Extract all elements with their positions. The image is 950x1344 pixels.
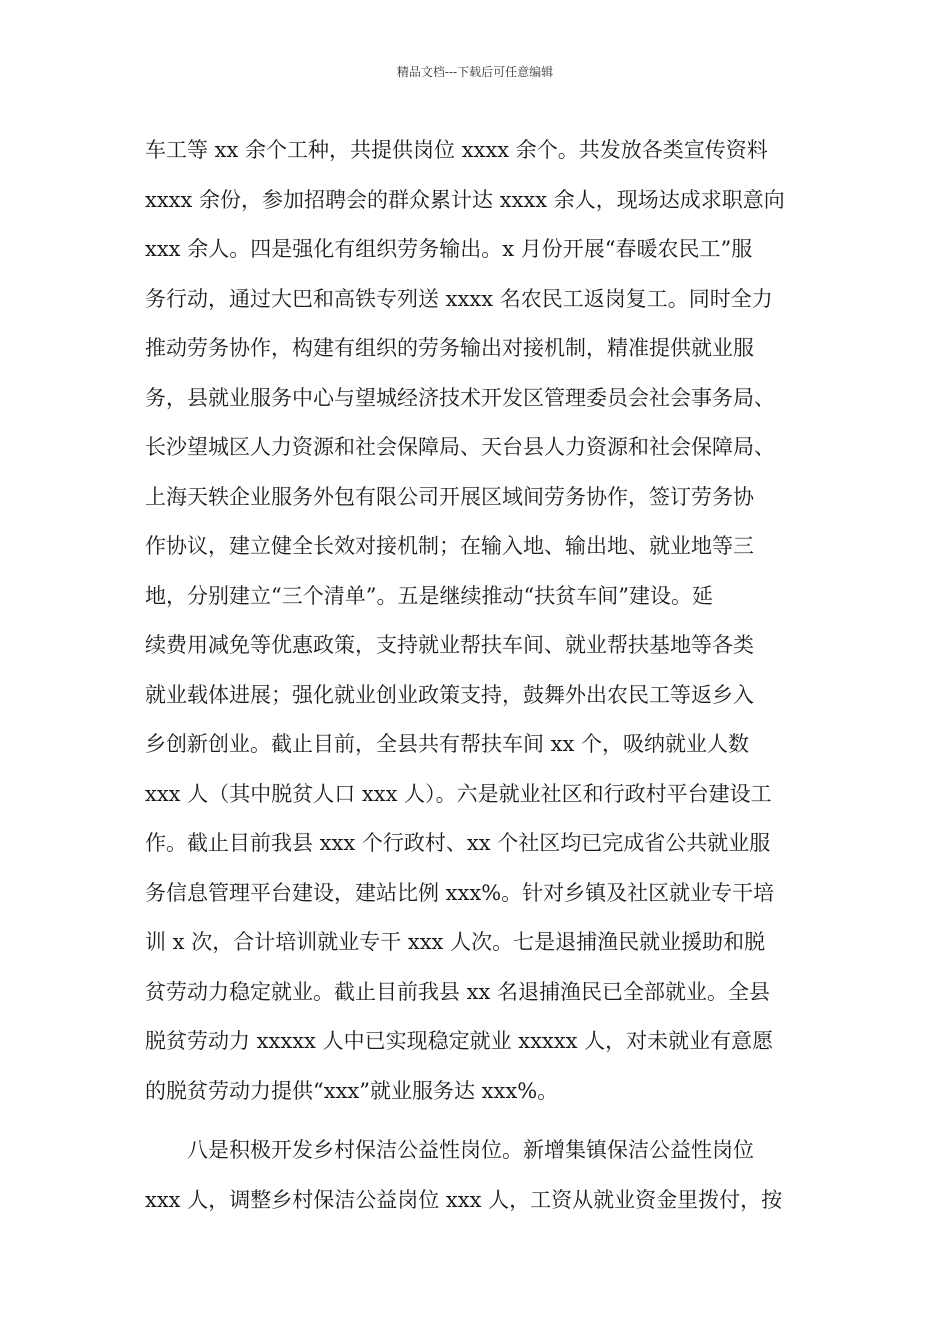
text-line: 的脱贫劳动力提供“xxx”就业服务达 xxx%。 [145, 1078, 559, 1103]
text-line: 八是积极开发乡村保洁公益性岗位。新增集镇保洁公益性岗位 [187, 1138, 754, 1162]
text-line: 上海天轶企业服务外包有限公司开展区域间劳务协作，签订劳务协 [145, 484, 754, 509]
text-line: 务，县就业服务中心与望城经济技术开发区管理委员会社会事务局、 [145, 385, 775, 410]
document-body [145, 126, 817, 1225]
text-line: xxx 余人。四是强化有组织劳务输出。x 月份开展“春暖农民工”服 [145, 237, 753, 261]
text-line: 就业载体进展；强化就业创业政策支持，鼓舞外出农民工等返乡入 [145, 682, 754, 707]
text-line: xxxx 余份，参加招聘会的群众累计达 xxxx 余人，现场达成求职意向 [145, 187, 785, 212]
text-line: 作。截止目前我县 xxx 个行政村、xx 个社区均已完成省公共就业服 [145, 831, 771, 855]
text-line: 乡创新创业。截止目前，全县共有帮扶车间 xx 个，吸纳就业人数 [145, 732, 750, 756]
text-line: xxx 人，调整乡村保洁公益岗位 xxx 人，工资从就业资金里拨付，按 [145, 1187, 783, 1212]
text-line: 务行动，通过大巴和高铁专列送 xxxx 名农民工返岗复工。同时全力 [145, 286, 773, 311]
paragraph-2 [145, 1126, 817, 1225]
text-line: 训 x 次，合计培训就业专干 xxx 人次。七是退捕渔民就业援助和脱 [145, 930, 766, 954]
paragraph-gap [145, 1116, 817, 1126]
text-line: 务信息管理平台建设，建站比例 xxx%。针对乡镇及社区就业专干培 [145, 880, 775, 905]
text-line: xxx 人（其中脱贫人口 xxx 人）。六是就业社区和行政村平台建设工 [145, 781, 772, 806]
page-header: 精品文档---下载后可任意编辑 [396, 65, 554, 79]
paragraph-1 [145, 126, 817, 1116]
text-line: 续费用减免等优惠政策，支持就业帮扶车间、就业帮扶基地等各类 [145, 633, 754, 657]
text-line: 长沙望城区人力资源和社会保障局、天台县人力资源和社会保障局、 [145, 435, 775, 459]
text-line: 地，分别建立“三个清单”。五是继续推动“扶贫车间”建设。延 [145, 583, 713, 608]
text-line: 推动劳务协作，构建有组织的劳务输出对接机制，精准提供就业服 [145, 336, 754, 360]
text-line: 车工等 xx 余个工种，共提供岗位 xxxx 余个。共发放各类宣传资料 [145, 138, 768, 162]
text-line: 贫劳动力稳定就业。截止目前我县 xx 名退捕渔民已全部就业。全县 [145, 979, 771, 1004]
text-line: 脱贫劳动力 xxxxx 人中已实现稳定就业 xxxxx 人，对未就业有意愿 [145, 1029, 774, 1053]
text-line: 作协议，建立健全长效对接机制；在输入地、输出地、就业地等三 [145, 534, 754, 558]
